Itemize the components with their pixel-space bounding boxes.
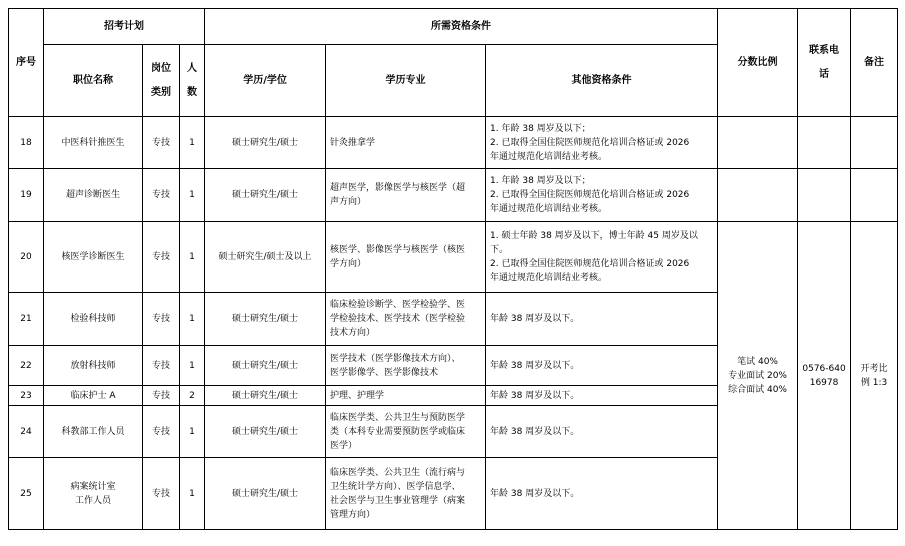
cell-contact-phone: [798, 222, 851, 530]
cell-major: [326, 386, 486, 406]
text-line: 1. 年龄 38 周岁及以下；: [490, 176, 591, 186]
header-seq: 序号: [9, 9, 44, 117]
cell-major: [326, 346, 486, 386]
cell-position-type: 专技: [143, 458, 180, 530]
text-line: 临床护士 A: [70, 390, 116, 401]
text-line: 医学）: [330, 440, 358, 451]
text-line: 1. 年龄 38 周岁及以下；: [490, 123, 591, 134]
text-line: 超声医学，影像医学与核医学（超: [330, 183, 466, 193]
text-line: 护理、护理学: [330, 390, 385, 401]
cell-other-conditions: [486, 386, 718, 406]
cell-count: 1: [180, 346, 205, 386]
cell-degree: 硕士研究生/硕士: [205, 293, 326, 346]
cell-empty: [798, 117, 851, 169]
header-contact: 联系电 话: [798, 9, 851, 117]
cell-other-conditions: [486, 406, 718, 458]
cell-position-name: [44, 406, 143, 458]
cell-major: [326, 293, 486, 346]
header-count: 人 数: [180, 45, 205, 117]
text-line: 临床检验诊断学、医学检验学、医: [330, 300, 466, 310]
cell-other-conditions: [486, 222, 718, 293]
cell-position-name: [44, 293, 143, 346]
text-line: 学检验技术、医学技术（医学检验: [330, 314, 466, 324]
cell-major: [326, 458, 486, 530]
text-line: 类（本科专业需要预防医学或临床: [330, 426, 466, 437]
cell-position-type: 专技: [143, 117, 180, 169]
text-line: 例 1:3: [860, 377, 888, 388]
header-plan: 招考计划: [44, 9, 205, 45]
text-line: 2. 已取得全国住院医师规范化培训合格证或 2026: [490, 190, 690, 200]
cell-major: [326, 406, 486, 458]
cell-seq: 24: [9, 406, 44, 458]
text-line: 年龄 38 周岁及以下。: [490, 426, 580, 437]
text-line: 超声诊断医生: [65, 190, 120, 200]
text-line: 科教部工作人员: [61, 426, 125, 437]
header-score-ratio: 分数比例: [718, 9, 798, 117]
text-line: 年龄 38 周岁及以下。: [490, 314, 580, 324]
cell-other-conditions: [486, 346, 718, 386]
cell-seq: 21: [9, 293, 44, 346]
text-line: 临床医学类、公共卫生与预防医学: [330, 412, 466, 423]
cell-count: 1: [180, 117, 205, 169]
cell-position-name: [44, 222, 143, 293]
text-line: 针灸推拿学: [330, 137, 376, 148]
table-row: [9, 169, 898, 222]
cell-seq: 23: [9, 386, 44, 406]
cell-position-type: 专技: [143, 293, 180, 346]
cell-seq: 25: [9, 458, 44, 530]
cell-position-type: 专技: [143, 169, 180, 222]
cell-position-name: [44, 386, 143, 406]
cell-seq: 19: [9, 169, 44, 222]
text-line: 年通过规范化培训结业考核。: [490, 273, 608, 283]
cell-position-type: 专技: [143, 386, 180, 406]
cell-position-name: [44, 169, 143, 222]
cell-count: 1: [180, 458, 205, 530]
cell-count: 1: [180, 406, 205, 458]
cell-other-conditions: [486, 293, 718, 346]
text-line: 医学技术（医学影像技术方向）、: [330, 353, 461, 364]
cell-degree: 硕士研究生/硕士: [205, 458, 326, 530]
text-line: 工作人员: [74, 495, 111, 506]
text-line: 综合面试 40%: [728, 384, 787, 395]
text-line: 社会医学与卫生事业管理学（病案: [330, 495, 466, 506]
text-line: 2. 已取得全国住院医师规范化培训合格证或 2026: [490, 259, 690, 269]
cell-empty: [851, 169, 898, 222]
header-remark: 备注: [851, 9, 898, 117]
cell-major: [326, 117, 486, 169]
table-row: [9, 117, 898, 169]
header-position-type: 岗位 类别: [143, 45, 180, 117]
cell-count: 1: [180, 169, 205, 222]
text-line: 笔试 40%: [737, 356, 778, 367]
cell-position-type: 专技: [143, 222, 180, 293]
cell-empty: [851, 117, 898, 169]
header-other-conditions: 其他资格条件: [486, 45, 718, 117]
text-line: 16978: [809, 377, 839, 388]
text-line: 管理方向）: [330, 509, 376, 520]
text-line: 声方向）: [330, 197, 367, 207]
cell-empty: [798, 169, 851, 222]
text-line: 检验科技师: [70, 314, 116, 324]
text-line: 1. 硕士年龄 38 周岁及以下，博士年龄 45 周岁及以: [490, 231, 698, 241]
text-line: 年通过规范化培训结业考核。: [490, 151, 608, 162]
cell-other-conditions: [486, 169, 718, 222]
text-line: 2. 已取得全国住院医师规范化培训合格证或 2026: [490, 137, 690, 148]
cell-score-ratio: [718, 222, 798, 530]
cell-degree: 硕士研究生/硕士及以上: [205, 222, 326, 293]
cell-other-conditions: [486, 458, 718, 530]
cell-count: 1: [180, 293, 205, 346]
cell-seq: 18: [9, 117, 44, 169]
header-qualifications: 所需资格条件: [205, 9, 718, 45]
cell-degree: 硕士研究生/硕士: [205, 117, 326, 169]
cell-seq: 22: [9, 346, 44, 386]
recruitment-table: [8, 8, 898, 530]
text-line: 0576-640: [802, 363, 846, 374]
cell-count: 2: [180, 386, 205, 406]
text-line: 专业面试 20%: [728, 370, 787, 381]
cell-degree: 硕士研究生/硕士: [205, 386, 326, 406]
cell-major: [326, 169, 486, 222]
text-line: 卫生统计学方向）、医学信息学、: [330, 481, 461, 492]
text-line: 核医学、影像医学与核医学（核医: [330, 245, 466, 255]
cell-position-name: [44, 458, 143, 530]
cell-degree: 硕士研究生/硕士: [205, 169, 326, 222]
text-line: 学方向）: [330, 259, 367, 269]
cell-empty: [718, 169, 798, 222]
cell-position-name: [44, 117, 143, 169]
text-line: 病案统计室: [70, 481, 116, 492]
cell-position-type: 专技: [143, 346, 180, 386]
cell-major: [326, 222, 486, 293]
text-line: 放射科技师: [70, 360, 116, 371]
cell-count: 1: [180, 222, 205, 293]
text-line: 医学影像学、医学影像技术: [330, 367, 439, 378]
text-line: 年通过规范化培训结业考核。: [490, 204, 608, 214]
cell-degree: 硕士研究生/硕士: [205, 346, 326, 386]
cell-degree: 硕士研究生/硕士: [205, 406, 326, 458]
text-line: 核医学诊断医生: [61, 252, 125, 262]
text-line: 中医科针推医生: [61, 137, 125, 148]
header-degree: 学历/学位: [205, 45, 326, 117]
text-line: 临床医学类、公共卫生（流行病与: [330, 467, 466, 478]
text-line: 开考比: [860, 363, 888, 374]
cell-position-type: 专技: [143, 406, 180, 458]
header-position-name: 职位名称: [44, 45, 143, 117]
text-line: 年龄 38 周岁及以下。: [490, 488, 580, 499]
cell-position-name: [44, 346, 143, 386]
text-line: 年龄 38 周岁及以下。: [490, 390, 580, 401]
table-row: [9, 222, 898, 293]
cell-other-conditions: [486, 117, 718, 169]
text-line: 下。: [490, 245, 509, 255]
cell-empty: [718, 117, 798, 169]
cell-seq: 20: [9, 222, 44, 293]
cell-remark: [851, 222, 898, 530]
text-line: 年龄 38 周岁及以下。: [490, 360, 580, 371]
text-line: 技术方向）: [330, 328, 376, 338]
header-major: 学历专业: [326, 45, 486, 117]
